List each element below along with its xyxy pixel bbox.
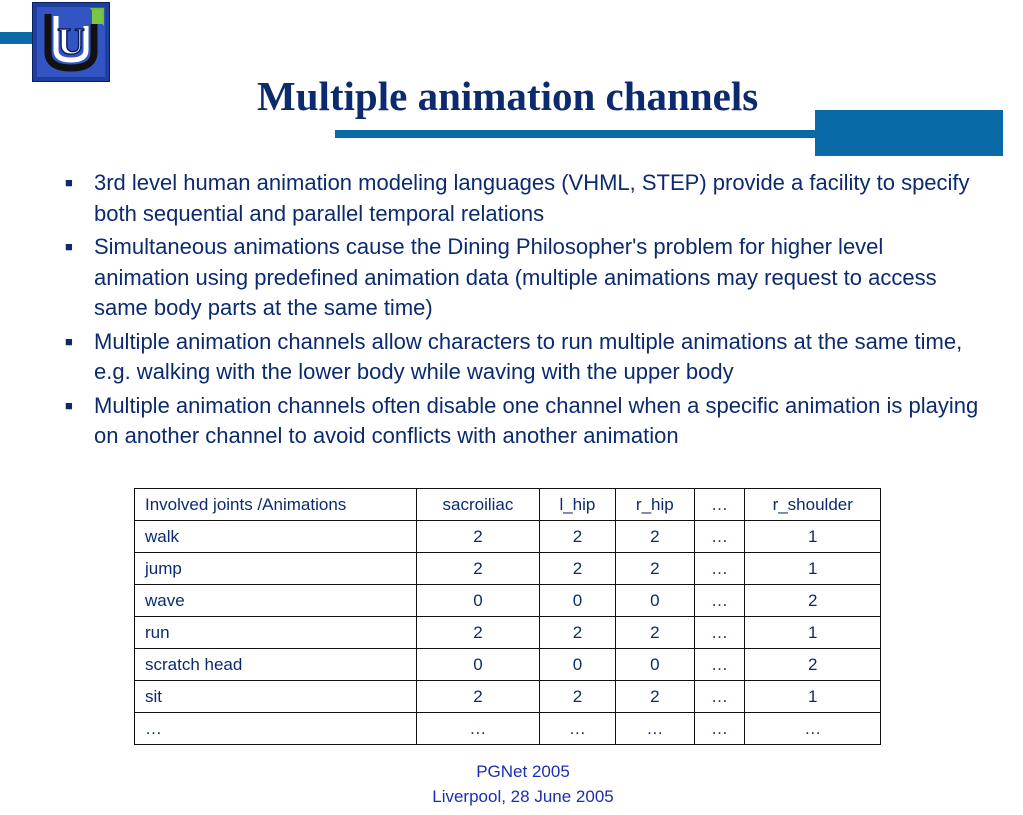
table-cell: 0 xyxy=(417,649,540,681)
table-cell: 2 xyxy=(615,521,694,553)
table-cell: 0 xyxy=(539,585,615,617)
title-accent-block xyxy=(815,110,1003,156)
table-cell: … xyxy=(694,553,745,585)
table-cell: scratch head xyxy=(135,649,417,681)
table-row xyxy=(135,521,881,553)
square-bullet-icon: ■ xyxy=(65,175,73,190)
table-cell: … xyxy=(694,521,745,553)
bullet-text: Multiple animation channels often disable one channel when a specific animation is playing on another channel to avoid conflicts with another animation xyxy=(94,392,979,448)
table-cell: … xyxy=(135,713,417,745)
table-cell: 1 xyxy=(745,521,881,553)
table-cell: 2 xyxy=(615,553,694,585)
table-cell: 2 xyxy=(615,617,694,649)
bullet-item xyxy=(60,232,980,324)
table-row xyxy=(135,681,881,713)
table-cell: 2 xyxy=(539,617,615,649)
table-cell: … xyxy=(694,617,745,649)
table-cell: … xyxy=(694,681,745,713)
table-cell: run xyxy=(135,617,417,649)
table-header-cell: Involved joints /Animations xyxy=(135,489,417,521)
square-bullet-icon: ■ xyxy=(65,397,73,413)
table-header-row xyxy=(135,489,881,521)
table-cell: … xyxy=(694,649,745,681)
table-cell: 2 xyxy=(539,521,615,553)
table-cell: 2 xyxy=(417,681,540,713)
table-cell: 0 xyxy=(539,649,615,681)
table-cell: sit xyxy=(135,681,417,713)
table-header-cell: r_hip xyxy=(615,489,694,521)
table-row xyxy=(135,585,881,617)
table-cell: … xyxy=(417,713,540,745)
university-logo xyxy=(32,2,110,82)
table-cell: jump xyxy=(135,553,417,585)
table-header-cell: … xyxy=(694,489,745,521)
table-cell: 2 xyxy=(615,681,694,713)
bullet-text: Simultaneous animations cause the Dining Philosopher's problem for higher level animation using predefined animation data (multiple animations may request to access same body parts at the same time) xyxy=(94,234,937,320)
table-cell: 2 xyxy=(745,649,881,681)
bullet-list xyxy=(60,168,980,455)
table-row xyxy=(135,553,881,585)
table-cell: 0 xyxy=(417,585,540,617)
footer-event: PGNet 2005 xyxy=(476,762,570,781)
table-cell: … xyxy=(694,713,745,745)
table-cell: 2 xyxy=(539,681,615,713)
table-cell: 2 xyxy=(417,617,540,649)
table-cell: 1 xyxy=(745,617,881,649)
bullet-item xyxy=(60,168,980,229)
table-cell: wave xyxy=(135,585,417,617)
table-cell: 1 xyxy=(745,681,881,713)
table-row xyxy=(135,713,881,745)
table-header-cell: l_hip xyxy=(539,489,615,521)
joints-animation-table xyxy=(134,488,881,745)
svg-text:U: U xyxy=(57,21,85,63)
bullet-text: Multiple animation channels allow characters to run multiple animations at the same time, e.g. walking with the lower body while waving with the upper body xyxy=(94,328,963,384)
bullet-item xyxy=(60,391,980,452)
slide-title: Multiple animation channels xyxy=(257,73,759,119)
square-bullet-icon: ■ xyxy=(65,333,73,349)
square-bullet-icon: ■ xyxy=(65,239,73,254)
table-cell: … xyxy=(745,713,881,745)
table-cell: 2 xyxy=(417,553,540,585)
bullet-item xyxy=(60,327,980,388)
table-cell: 2 xyxy=(417,521,540,553)
table-cell: 2 xyxy=(745,585,881,617)
table-cell: walk xyxy=(135,521,417,553)
table-cell: 0 xyxy=(615,649,694,681)
table-header-cell: r_shoulder xyxy=(745,489,881,521)
table-header-cell: sacroiliac xyxy=(417,489,540,521)
left-accent-bar xyxy=(0,32,32,44)
table-cell: 2 xyxy=(539,553,615,585)
table-cell: 0 xyxy=(615,585,694,617)
table-cell: … xyxy=(539,713,615,745)
table-row xyxy=(135,617,881,649)
footer-location-date: Liverpool, 28 June 2005 xyxy=(432,787,614,806)
table-cell: … xyxy=(694,585,745,617)
table-row xyxy=(135,649,881,681)
table-cell: … xyxy=(615,713,694,745)
table-cell: 1 xyxy=(745,553,881,585)
bullet-text: 3rd level human animation modeling languages (VHML, STEP) provide a facility to specify both sequential and parallel temporal relations xyxy=(94,170,970,226)
